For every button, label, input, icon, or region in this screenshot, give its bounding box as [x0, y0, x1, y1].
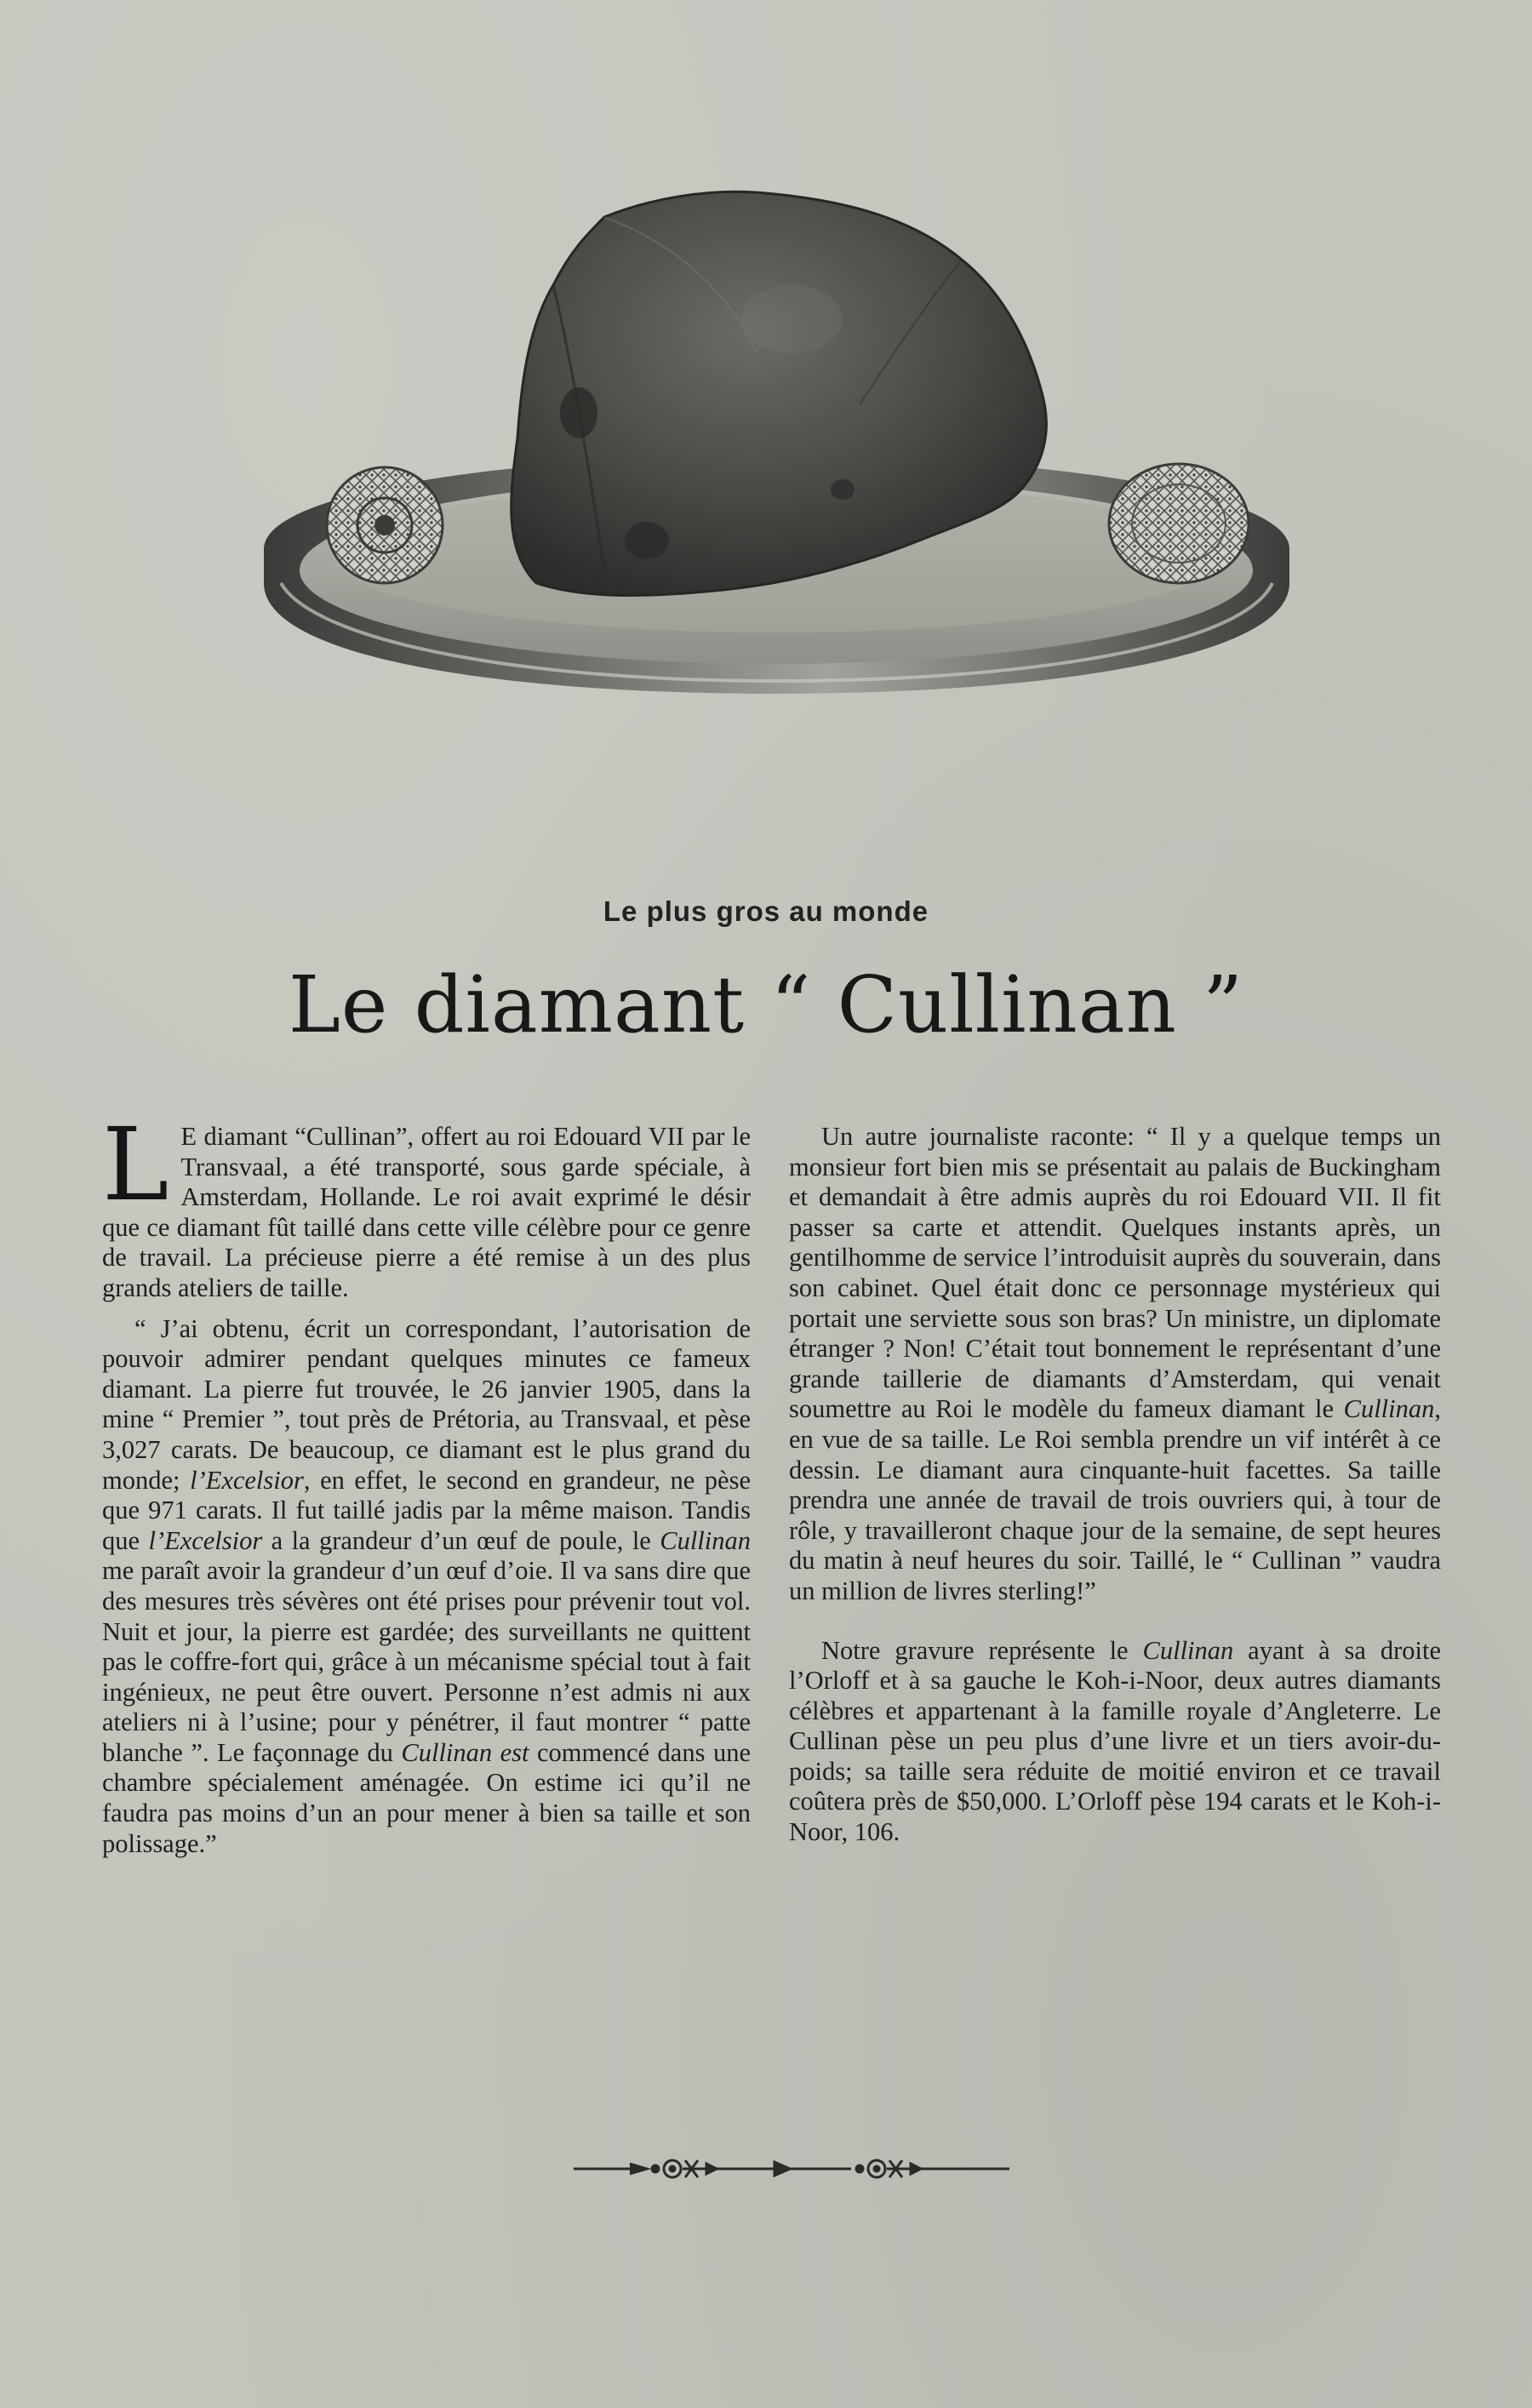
koh-i-noor-stone	[327, 467, 443, 583]
article-kicker: Le plus gros au monde	[603, 895, 929, 927]
paragraph-4: Notre gravure représente le Cullinan ayant à sa droite l’Orloff et à sa gauche le Koh-i-Noor, deux autres diamants célèbres et appartenant à la famille royale d’Angleterre. Le Cullinan pèse un peu plus d’une livre et un tiers avoir-du-poids; sa taille sera réduite de moitié environ et ce travail coûtera près de $50,000. L’Orloff pèse 194 carats et le Koh-i-Noor, 106.	[789, 1635, 1441, 1847]
article-title: Le diamant “ Cullinan ”	[288, 959, 1244, 1050]
drop-cap: L	[102, 1106, 169, 1223]
diamond-illustration	[247, 183, 1302, 864]
paragraph-3: Un autre journaliste raconte: “ Il y a quelque temps un monsieur fort bien mis se présentait au palais de Buckingham et demandait à être admis auprès du roi Edouard VII. Il fit passer sa carte et attendit. Quelques instants après, un gentilhomme de service l’introduisit auprès du souverain, dans son cabinet. Quel était donc ce personnage mystérieux qui portait une serviette sous son bras? Un ministre, un diplomate étranger ? Non! C’était tout bonnement le représentant d’une grande taillerie de diamants d’Amsterdam, qui venait soumettre au Roi le modèle du fameux diamant le Cullinan, en vue de sa taille. Le Roi sembla prendre un vif intérêt à ce dessin. Le diamant aura cinquante-huit facettes. Sa taille prendra une année de travail de trois ouvriers qui, à tour de rôle, y travailleront chaque jour de la semaine, de sept heures du matin à neuf heures du soir. Taillé, le “ Cullinan ” vaudra un million de livres sterling!”	[789, 1122, 1441, 1605]
paragraph-2: “ J’ai obtenu, écrit un correspondant, l’autorisation de pouvoir admirer pendant quelques minutes ce fameux diamant. La pierre fut trouvée, le 26 janvier 1905, dans la mine “ Premier ”, tout près de Prétoria, au Transvaal, et pèse 3,027 carats. De beaucoup, ce diamant est le plus grand du monde; l’Excelsior, en effet, le second en grandeur, ne pèse que 971 carats. Il fut taillé jadis par la même maison. Tandis que l’Excelsior a la grandeur d’un œuf de poule, le Cullinan me paraît avoir la grandeur d’un œuf d’oie. Il va sans dire que des mesures très sévères ont été prises pour prévenir tout vol. Nuit et jour, la pierre est gardée; des surveillants ne quittent pas le coffre-fort qui, grâce à un mécanisme spécial tout à fait ingénieux, ne peut être ouvert. Personne n’est admis ni aux ateliers ni à l’usine; pour y pénétrer, il faut montrer “ patte blanche ”. Le façonnage du Cullinan est commencé dans une chambre spécialement aménagée. On estime ici qu’il ne faudra pas moins d’un an pour mener à bien sa taille et son polissage.”	[102, 1313, 751, 1858]
article-column-right	[789, 1122, 1441, 1858]
ornament-divider	[570, 2152, 1013, 2186]
paragraph-1: L E diamant “Cullinan”, offert au roi Edouard VII par le Transvaal, a été transporté, sous garde spéciale, à Amsterdam, Hollande. Le roi avait exprimé le désir que ce diamant fût taillé dans cette ville célèbre pour ce genre de travail. La précieuse pierre a été remise à un des plus grands ateliers de taille.	[102, 1106, 751, 1302]
article-column-left	[102, 1106, 751, 1869]
orloff-stone	[1109, 464, 1249, 583]
